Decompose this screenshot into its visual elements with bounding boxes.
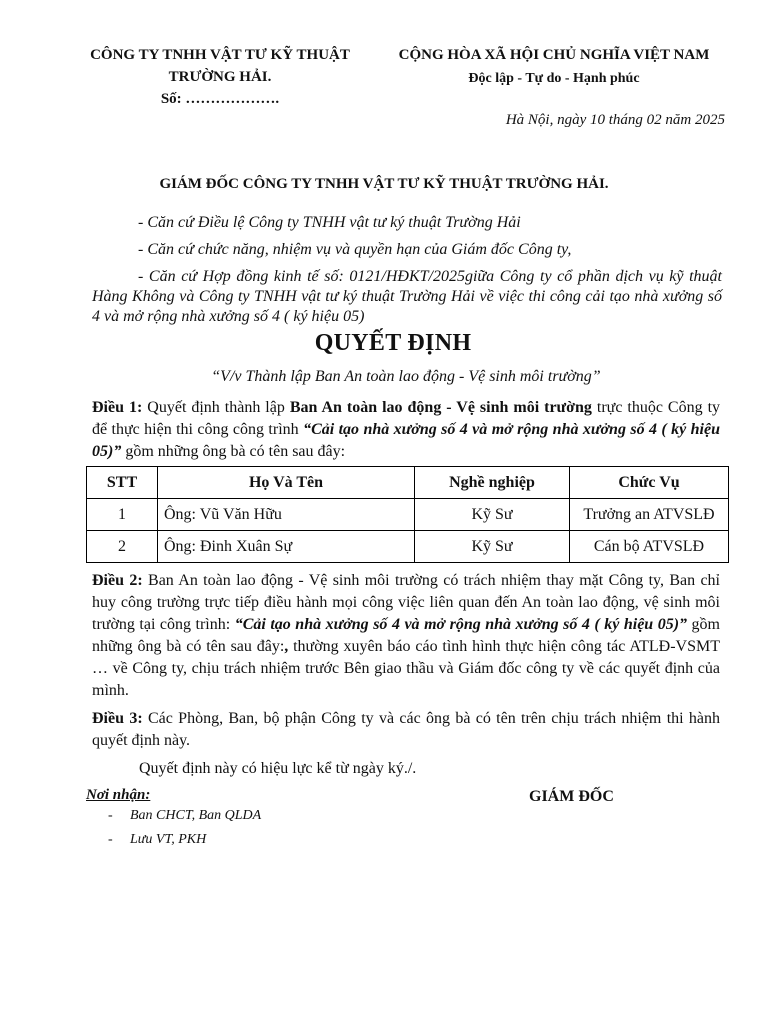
- decision-subject: “V/v Thành lập Ban An toàn lao động - Vệ sinh môi trường”: [211, 368, 601, 385]
- effective-clause: Quyết định này có hiệu lực kể từ ngày ký./.: [139, 760, 417, 777]
- place-date: Hà Nội, ngày 10 tháng 02 năm 2025: [505, 112, 725, 128]
- table-row: [87, 499, 729, 531]
- header-name: Họ Và Tên: [158, 467, 415, 499]
- decision-title: QUYẾT ĐỊNH: [314, 330, 472, 356]
- company-name-line2: TRƯỜNG HẢI.: [168, 69, 272, 85]
- project-name: “Cải tạo nhà xưởng số 4 và mở rộng nhà xưởng số 4 ( ký hiệu 05)”: [92, 421, 721, 460]
- company-header: [78, 44, 362, 110]
- header-stt: STT: [87, 467, 158, 499]
- recipient-item: - Ban CHCT, Ban QLDA: [108, 808, 262, 823]
- company-name-line1: CÔNG TY TNHH VẬT TƯ KỸ THUẬT: [90, 47, 350, 63]
- article-2-label: Điều 2:: [92, 572, 143, 589]
- basis-line-1: - Căn cứ Điều lệ Công ty TNHH vật tư ký thuật Trường Hải: [138, 214, 521, 231]
- table-header-row: [87, 467, 729, 499]
- national-header: [382, 44, 726, 90]
- cell-position: Cán bộ ATVSLĐ: [570, 531, 729, 563]
- cell-stt: 2: [87, 531, 158, 563]
- cell-job: Kỹ Sư: [415, 499, 570, 531]
- table-row: [87, 531, 729, 563]
- basis-line-3: - Căn cứ Hợp đồng kinh tế số: 0121/HĐKT/2025giữa Công ty cổ phần dịch vụ kỹ thuật Hàng Không và Công ty TNHH vật tư ký thuật Trường Hải về việc thi công cải tạo nhà xưởng số 4 và mở rộng nhà xưởng số 4 ( ký hiệu 05): [92, 268, 722, 325]
- national-motto: Độc lập - Tự do - Hạnh phúc: [468, 71, 640, 86]
- issuing-authority: GIÁM ĐỐC CÔNG TY TNHH VẬT TƯ KỸ THUẬT TRƯỜNG HẢI.: [159, 176, 609, 192]
- members-table: [86, 466, 729, 563]
- article-1-label: Điều 1:: [92, 399, 143, 416]
- basis-line-2: - Căn cứ chức năng, nhiệm vụ và quyền hạn của Giám đốc Công ty,: [138, 241, 572, 258]
- board-name: Ban An toàn lao động - Vệ sinh môi trường: [289, 399, 592, 416]
- recipients-label: Nơi nhận:: [86, 787, 151, 803]
- article-2: Điều 2: Ban An toàn lao động - Vệ sinh môi trường có trách nhiệm thay mặt Công ty, Ban chỉ huy công trường trực tiếp điều hành mọi công việc liên quan đến An toàn lao động, vệ sinh môi trường tại công trình: “Cải tạo nhà xưởng số 4 và mở rộng nhà xưởng số 4 ( ký hiệu 05)” gồm những ông bà có tên sau đây:, thường xuyên báo cáo tình hình thực hiện công tác ATLĐ-VSMT … về Công ty, chịu trách nhiệm trước Bên giao thầu và Giám đốc công ty về các quyết định của mình.: [92, 572, 721, 699]
- article-3-label: Điều 3:: [92, 710, 143, 727]
- cell-name: Ông: Vũ Văn Hữu: [158, 499, 415, 531]
- cell-stt: 1: [87, 499, 158, 531]
- cell-position: Trưởng an ATVSLĐ: [570, 499, 729, 531]
- header-job: Nghề nghiệp: [415, 467, 570, 499]
- recipient-item: - Lưu VT, PKH: [108, 832, 207, 847]
- header-position: Chức Vụ: [570, 467, 729, 499]
- project-name: “Cải tạo nhà xưởng số 4 và mở rộng nhà xưởng số 4 ( ký hiệu 05)”: [234, 616, 688, 633]
- signer-title: GIÁM ĐỐC: [529, 788, 614, 805]
- article-1: Điều 1: Quyết định thành lập Ban An toàn lao động - Vệ sinh môi trường trực thuộc Công ty để thực hiện thi công công trình “Cải tạo nhà xưởng số 4 và mở rộng nhà xưởng số 4 ( ký hiệu 05)” gồm những ông bà có tên sau đây:: [92, 399, 721, 460]
- article-3: Điều 3: Các Phòng, Ban, bộ phận Công ty và các ông bà có tên trên chịu trách nhiệm thi hành quyết định này.: [92, 710, 721, 749]
- document-number: Số: ……………….: [160, 91, 280, 107]
- cell-name: Ông: Đinh Xuân Sự: [158, 531, 415, 563]
- nation-name: CỘNG HÒA XÃ HỘI CHỦ NGHĨA VIỆT NAM: [398, 47, 710, 63]
- cell-job: Kỹ Sư: [415, 531, 570, 563]
